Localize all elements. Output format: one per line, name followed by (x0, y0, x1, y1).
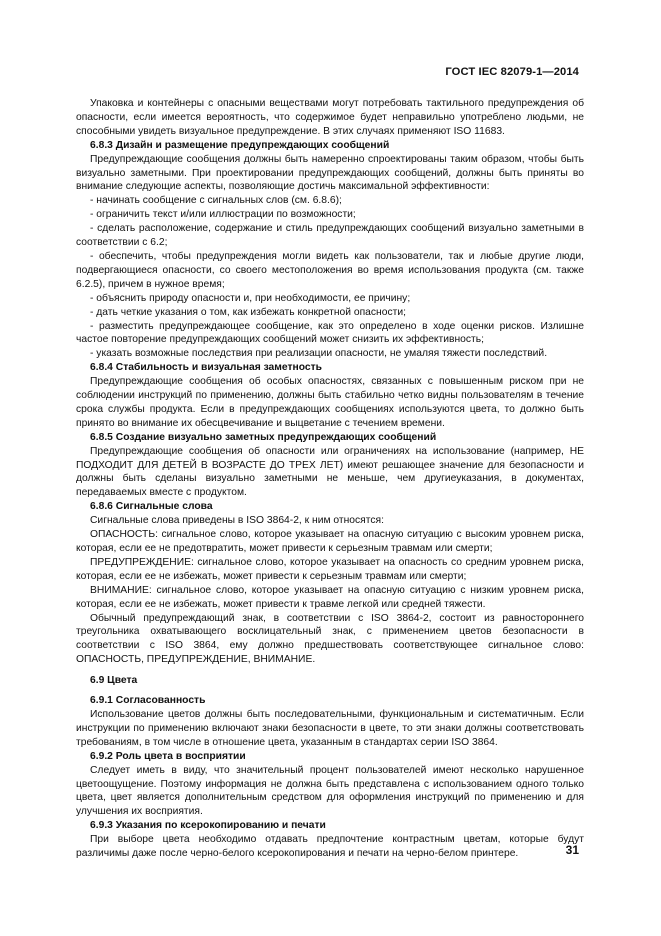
section-heading: 6.9.1 Согласованность (90, 695, 206, 707)
section-heading: 6.9.3 Указания по ксерокопированию и печати (90, 820, 326, 832)
paragraph: ПРЕДУПРЕЖДЕНИЕ: сигнальное слово, которое указывает на опасность со средним уровнем риска, которая, если ее не избежать, может привести к серьезным травмам или смерти; (76, 556, 584, 582)
paragraph: Обычный предупреждающий знак, в соответствии с ISO 3864-2, состоит из равностороннего треугольника охватывающего восклицательный знак, с применением цветов безопасности в соответствии с ISO 3864, ему должно предшествовать соответствующее сигнальное слово: ОПАСНОСТЬ, ПРЕДУПРЕЖДЕНИЕ, ВНИМАНИЕ. (76, 612, 584, 666)
paragraph: ВНИМАНИЕ: сигнальное слово, которое указывает на опасную ситуацию с низким уровнем риска, которая, если ее не избежать, может привести к травме легкой или средней тяжести. (76, 584, 584, 610)
section-heading: 6.8.4 Стабильность и визуальная заметность (90, 362, 323, 374)
paragraph: При выборе цвета необходимо отдавать предпочтение контрастным цветам, которые будут различимы даже после черно-белого ксерокопирования и печати на черно-белом принтере. (76, 834, 584, 860)
section-heading: 6.9 Цвета (90, 675, 138, 687)
section-heading: 6.9.2 Роль цвета в восприятии (90, 750, 246, 762)
section-heading: 6.8.3 Дизайн и размещение предупреждающих сообщений (90, 139, 390, 151)
paragraph: Следует иметь в виду, что значительный процент пользователей имеют несколько нарушенное цветоощущение. Поэтому информация не должна быть представлена с использованием одного только цвета, цвет является дополнительным средством для оформления инструкций по применению и для улучшения их восприятия. (76, 764, 584, 818)
paragraph: Предупреждающие сообщения об опасности или ограничениях на использование (например, НЕ ПОДХОДИТ ДЛЯ ДЕТЕЙ В ВОЗРАСТЕ ДО ТРЕХ ЛЕТ) имеют решающее значение для безопасности и должны быть сделаны визуально заметными не меньше, чем другиеуказания, в документах, передаваемых вместе с продуктом. (76, 445, 584, 499)
paragraph: - обеспечить, чтобы предупреждения могли видеть как пользователи, так и любые другие люди, подвергающиеся опасности, со своего местоположения во время использования продукта (см. также 6.2.5), причем в нужное время; (76, 250, 584, 290)
page-number: 31 (565, 843, 579, 857)
paragraph: Сигнальные слова приведены в ISO 3864-2, к ним относятся: (90, 515, 384, 527)
paragraph: - указать возможные последствия при реализации опасности, не умаляя тяжести последствий. (90, 348, 548, 360)
document-standard-header: ГОСТ IEC 82079-1—2014 (445, 66, 579, 78)
paragraph: Предупреждающие сообщения об особых опасностях, связанных с повышенным риском при не соблюдении инструкций по применению, должны быть стабильно четко видны пользователям в течение срока службы продукта. Если в предупреждающих сообщениях используются цвета, то должно быть принято во внимание их обесцвечивание и выцветание с течением времени. (76, 376, 584, 429)
section-heading: 6.8.5 Создание визуально заметных предупреждающих сообщений (90, 431, 437, 443)
paragraph: - разместить предупреждающее сообщение, как это определено в ходе оценки рисков. Излишне частое повторение предупреждающих сообщений может снизить их эффективность; (76, 320, 584, 346)
paragraph: - дать четкие указания о том, как избежать конкретной опасности; (90, 306, 406, 318)
paragraph: Упаковка и контейнеры с опасными веществами могут потребовать тактильного предупреждения об опасности, если имеется вероятность, что содержимое будет неправильно употреблено людьми, не способными увидеть визуальное предупреждение. В этих случаях применяют ISO 11683. (76, 98, 584, 137)
document-body (76, 97, 584, 861)
paragraph: ОПАСНОСТЬ: сигнальное слово, которое указывает на опасную ситуацию с высоким уровнем риска, которая, если ее не предотвратить, может привести к серьезным травмам или смерти; (76, 529, 584, 554)
paragraph: - объяснить природу опасности и, при необходимости, ее причину; (90, 292, 411, 304)
paragraph: - сделать расположение, содержание и стиль предупреждающих сообщений визуально заметными в соответствии с 6.2; (76, 223, 584, 249)
section-heading: 6.8.6 Сигнальные слова (90, 501, 213, 513)
paragraph: Предупреждающие сообщения должны быть намеренно спроектированы таким образом, чтобы быть визуально заметными. При проектировании предупреждающих сообщений, должны быть приняты во внимание следующие аспекты, позволяющие достичь максимальной эффективности: (76, 153, 584, 193)
paragraph: - начинать сообщение с сигнальных слов (см. 6.8.6); (90, 195, 342, 207)
paragraph: Использование цветов должны быть последовательными, функциональным и систематичным. Если инструкции по применению включают знаки безопасности в цвете, то эти знаки должны соответствовать требованиям, в том числе в отношение цвета, указанным в стандартах серии ISO 3864. (76, 708, 584, 748)
paragraph: - ограничить текст и/или иллюстрации по возможности; (90, 209, 356, 221)
